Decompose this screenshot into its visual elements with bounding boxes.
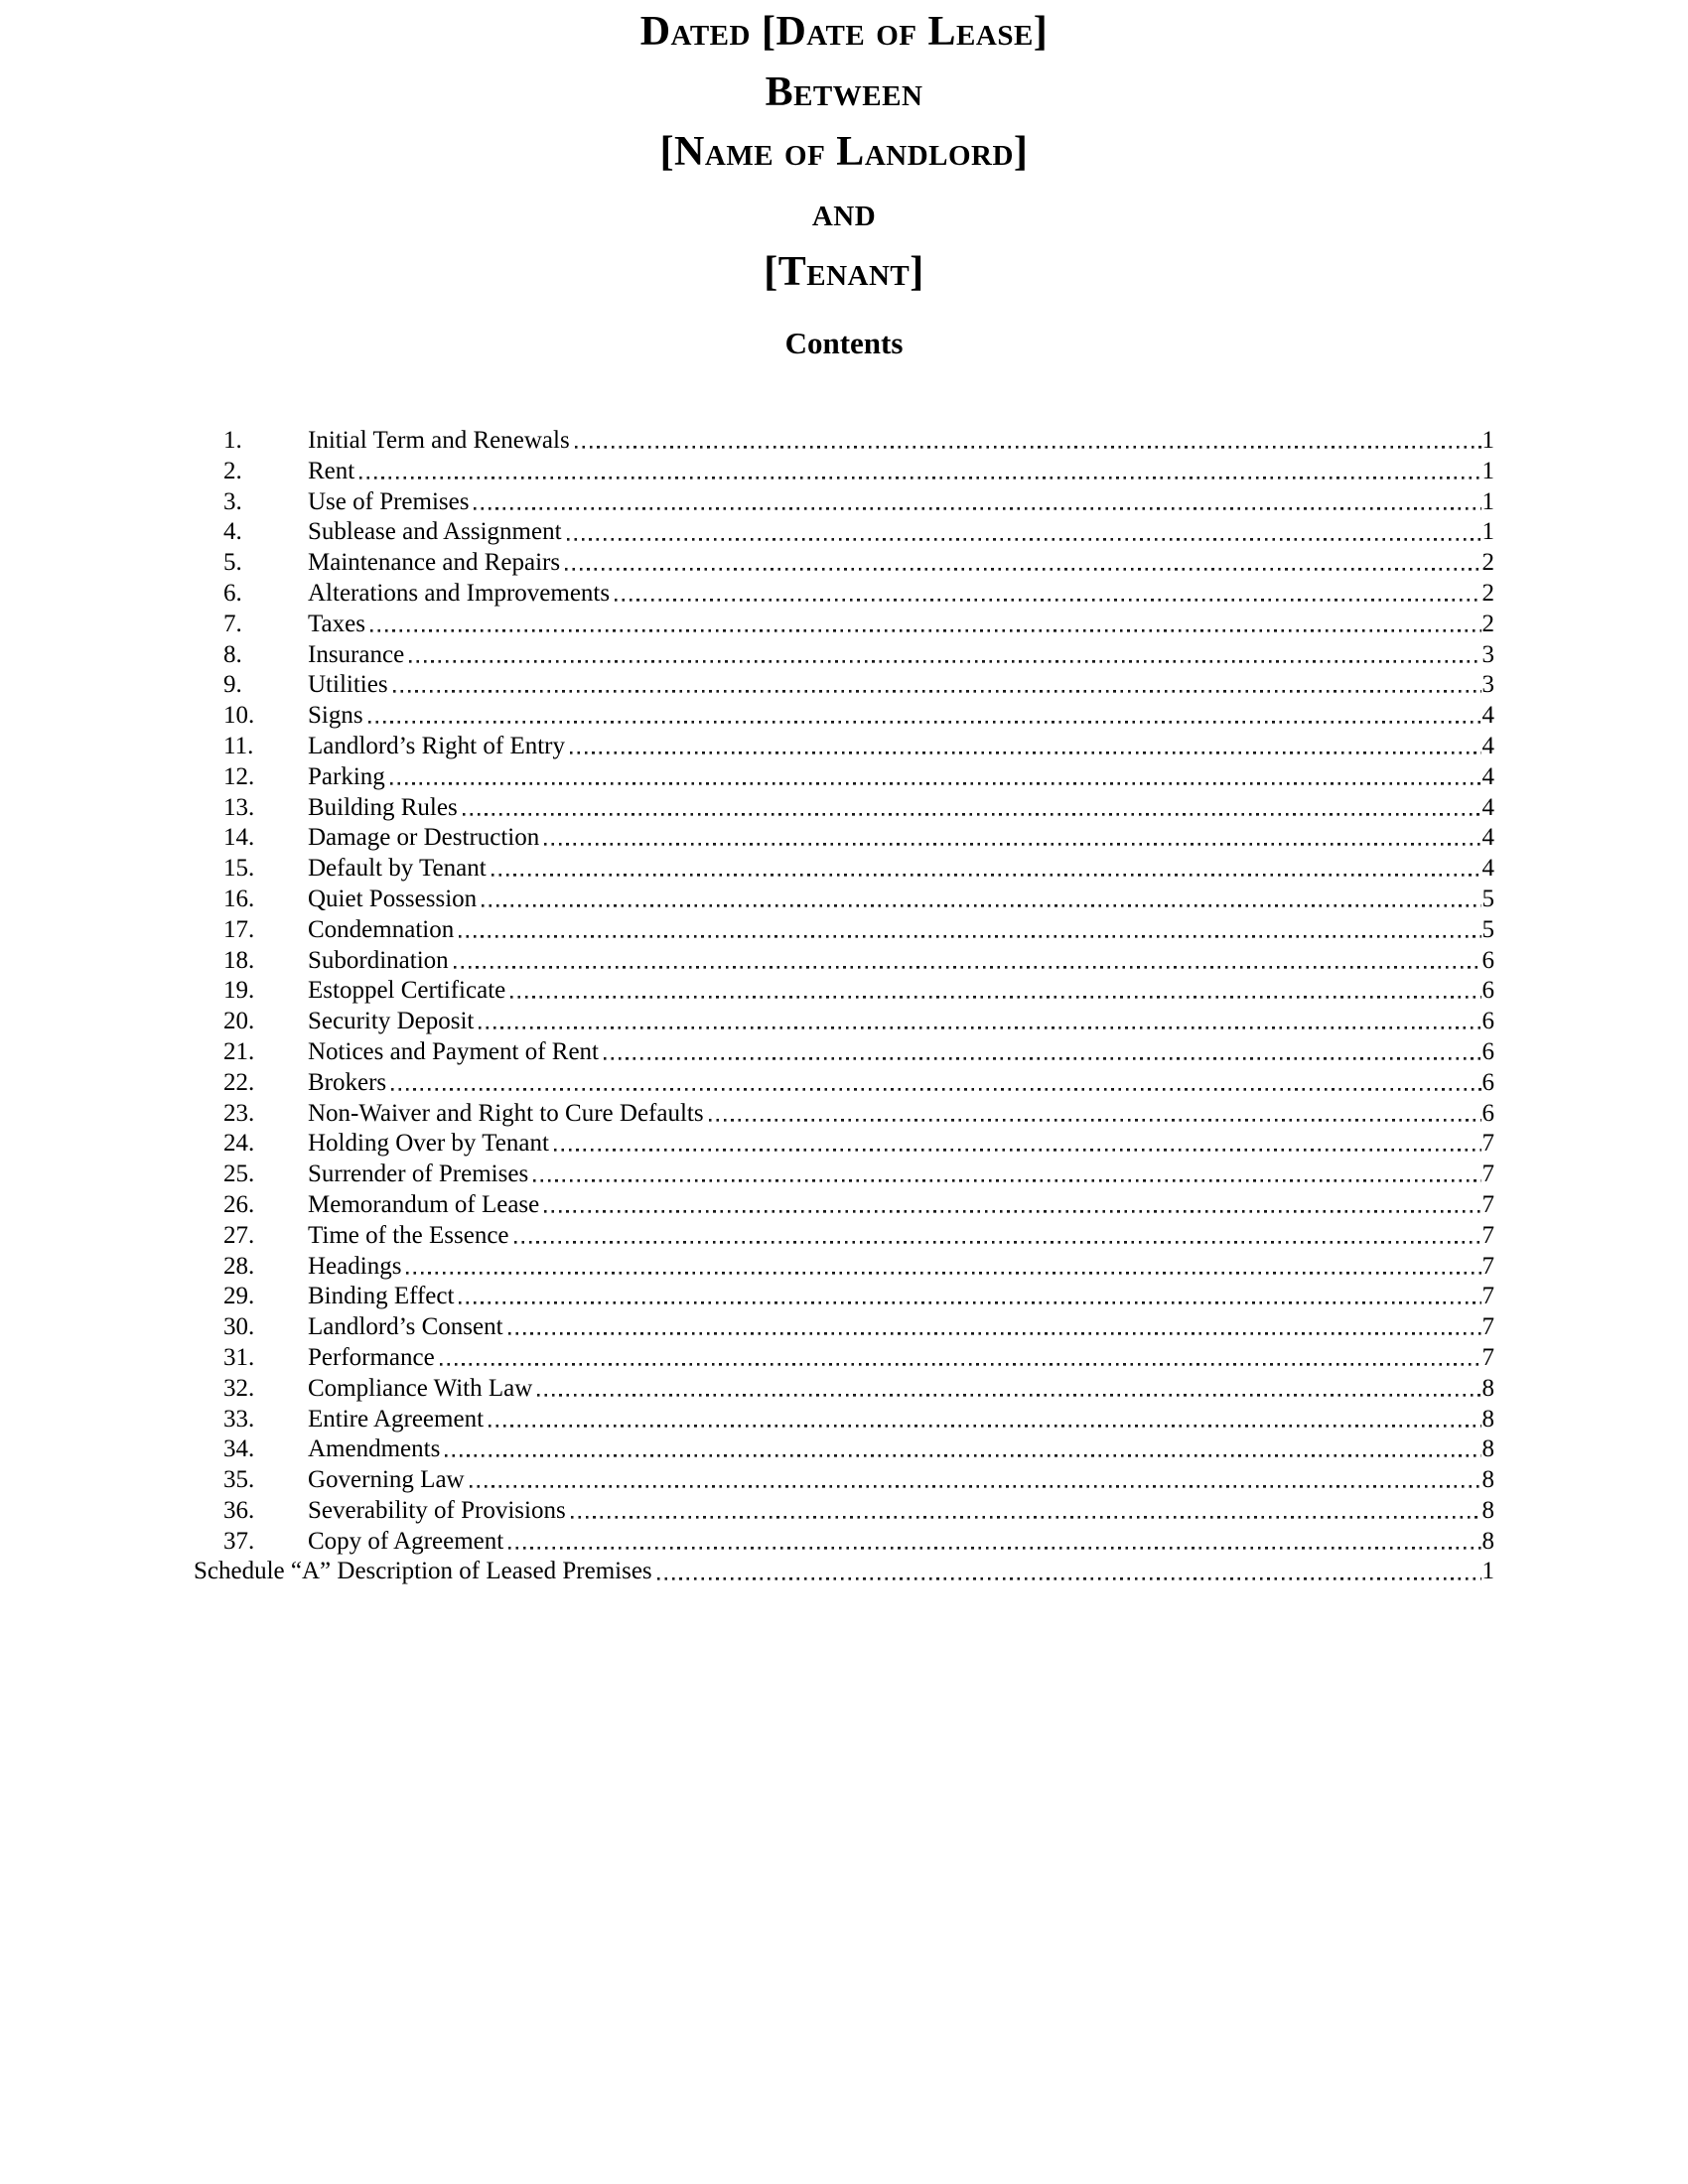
toc-entry [199, 1527, 1494, 1558]
toc-entry-title: Sublease and Assignment [308, 518, 562, 546]
toc-entry [199, 823, 1494, 854]
toc-entry-page: 5 [1481, 915, 1494, 943]
toc-entry-title: Maintenance and Repairs [308, 549, 561, 577]
dotted-leader [544, 1190, 1480, 1221]
toc-entry-page: 4 [1481, 762, 1494, 790]
toc-entry-title: Copy of Agreement [308, 1527, 504, 1555]
dotted-leader [508, 1527, 1480, 1558]
toc-entry-title: Headings [308, 1252, 402, 1280]
dotted-leader [571, 1496, 1481, 1527]
toc-entry-title: Surrender of Premises [308, 1160, 529, 1188]
dotted-leader [463, 793, 1481, 824]
dotted-leader [544, 823, 1480, 854]
dotted-leader [440, 1343, 1481, 1374]
toc-entry [199, 1465, 1494, 1496]
dotted-leader [454, 946, 1481, 977]
toc-entry-title: Estoppel Certificate [308, 977, 506, 1005]
toc-entry [199, 946, 1494, 977]
toc-entry-number: 28. [223, 1252, 255, 1280]
dotted-leader [514, 1221, 1481, 1252]
toc-entry [199, 1496, 1494, 1527]
toc-entry-number: 9. [223, 671, 242, 699]
table-of-contents [194, 426, 1494, 1587]
toc-entry-title: Landlord’s Right of Entry [308, 732, 565, 759]
toc-entry-title: Schedule “A” Description of Leased Premises [194, 1558, 652, 1585]
toc-entry-number: 25. [223, 1160, 255, 1188]
toc-entry-number: 18. [223, 946, 255, 974]
toc-entry [199, 1282, 1494, 1312]
between-line: Between [765, 68, 923, 115]
toc-entry-page: 5 [1481, 885, 1494, 912]
toc-entry-page: 8 [1481, 1405, 1494, 1433]
toc-entry-number: 8. [223, 640, 242, 668]
landlord-line: [Name of Landlord] [659, 129, 1029, 175]
dotted-leader [554, 1129, 1481, 1160]
toc-entry [199, 915, 1494, 946]
toc-entry [199, 1343, 1494, 1374]
toc-entry [199, 548, 1494, 579]
toc-entry [199, 640, 1494, 671]
toc-entry-page: 1 [1481, 457, 1494, 484]
toc-entry [199, 1405, 1494, 1435]
toc-entry-number: 23. [223, 1099, 255, 1127]
dotted-leader [406, 1252, 1480, 1283]
toc-entry-number: 7. [223, 610, 242, 637]
toc-entry-title: Performance [308, 1343, 435, 1371]
toc-entry-number: 21. [223, 1037, 255, 1065]
toc-entry-title: Amendments [308, 1435, 441, 1463]
toc-entry [199, 579, 1494, 610]
dotted-leader [657, 1557, 1481, 1587]
toc-entry-title: Building Rules [308, 793, 458, 821]
toc-entry-title: Utilities [308, 671, 388, 699]
toc-entry [199, 1037, 1494, 1068]
toc-entry-page: 6 [1481, 1068, 1494, 1096]
toc-entry-page: 2 [1481, 549, 1494, 577]
toc-entry-page: 1 [1481, 1558, 1494, 1585]
dotted-leader [459, 1282, 1480, 1312]
toc-entry-page: 4 [1481, 702, 1494, 730]
toc-entry-title: Alterations and Improvements [308, 579, 611, 607]
toc-entry-page: 1 [1481, 427, 1494, 454]
toc-entry [199, 1221, 1494, 1252]
toc-entry [199, 701, 1494, 732]
toc-entry-title: Signs [308, 702, 363, 730]
toc-entry-title: Use of Premises [308, 487, 470, 515]
toc-entry-number: 32. [223, 1374, 255, 1402]
toc-entry [199, 885, 1494, 915]
toc-entry-title: Severability of Provisions [308, 1496, 566, 1524]
toc-entry-title: Subordination [308, 946, 449, 974]
toc-entry [199, 457, 1494, 487]
toc-entry-page: 8 [1481, 1435, 1494, 1463]
toc-entry-title: Landlord’s Consent [308, 1313, 503, 1341]
toc-entry-page: 4 [1481, 793, 1494, 821]
toc-entry [199, 1434, 1494, 1465]
dotted-leader [492, 854, 1481, 885]
toc-entry-number: 11. [223, 732, 254, 759]
dotted-leader [533, 1160, 1480, 1190]
toc-entry-title: Insurance [308, 640, 405, 668]
toc-entry-title: Non-Waiver and Right to Cure Defaults [308, 1099, 704, 1127]
toc-entry-page: 8 [1481, 1527, 1494, 1555]
toc-entry-page: 1 [1481, 518, 1494, 546]
toc-entry [199, 670, 1494, 701]
dotted-leader [615, 579, 1480, 610]
dotted-leader [390, 762, 1481, 793]
dotted-leader [508, 1312, 1481, 1343]
dotted-leader [470, 1465, 1481, 1496]
toc-entry-number: 27. [223, 1221, 255, 1249]
toc-entry-number: 35. [223, 1466, 255, 1494]
toc-entry-page: 6 [1481, 977, 1494, 1005]
toc-entry [199, 426, 1494, 457]
toc-entry-page: 2 [1481, 610, 1494, 637]
toc-entry-page: 7 [1481, 1221, 1494, 1249]
dotted-leader [575, 426, 1481, 457]
toc-entry-title: Security Deposit [308, 1008, 475, 1035]
toc-entry-number: 13. [223, 793, 255, 821]
toc-entry-title: Memorandum of Lease [308, 1190, 540, 1218]
toc-entry-title: Condemnation [308, 915, 455, 943]
toc-entry [199, 1190, 1494, 1221]
toc-entry-title: Quiet Possession [308, 885, 478, 912]
dotted-leader [567, 517, 1481, 548]
toc-entry-number: 2. [223, 457, 242, 484]
toc-entry-page: 4 [1481, 855, 1494, 883]
toc-entry [199, 1374, 1494, 1405]
toc-entry-page: 7 [1481, 1252, 1494, 1280]
toc-list [199, 426, 1494, 1557]
toc-entry-number: 29. [223, 1283, 255, 1310]
toc-entry-title: Default by Tenant [308, 855, 487, 883]
dotted-leader [391, 1068, 1480, 1099]
toc-entry-number: 16. [223, 885, 255, 912]
toc-entry-page: 7 [1481, 1283, 1494, 1310]
dotted-leader [409, 640, 1480, 671]
toc-entry [199, 732, 1494, 762]
toc-entry-title: Time of the Essence [308, 1221, 509, 1249]
dotted-leader [482, 885, 1480, 915]
toc-entry-number: 22. [223, 1068, 255, 1096]
toc-entry-title: Parking [308, 762, 385, 790]
toc-entry [199, 1312, 1494, 1343]
toc-entry-page: 7 [1481, 1190, 1494, 1218]
toc-entry [199, 976, 1494, 1007]
dotted-leader [604, 1037, 1481, 1068]
dotted-leader [510, 976, 1480, 1007]
toc-entry-title: Initial Term and Renewals [308, 427, 570, 454]
toc-entry-number: 31. [223, 1343, 255, 1371]
toc-entry-number: 33. [223, 1405, 255, 1433]
toc-entry-page: 7 [1481, 1343, 1494, 1371]
toc-entry-title: Notices and Payment of Rent [308, 1037, 599, 1065]
toc-entry-number: 15. [223, 855, 255, 883]
toc-entry-number: 19. [223, 977, 255, 1005]
toc-entry [199, 762, 1494, 793]
toc-entry [199, 1129, 1494, 1160]
dotted-leader [709, 1099, 1481, 1130]
toc-entry-number: 10. [223, 702, 255, 730]
toc-entry-page: 8 [1481, 1496, 1494, 1524]
toc-entry-page: 7 [1481, 1130, 1494, 1158]
dotted-leader [368, 701, 1481, 732]
dotted-leader [445, 1434, 1480, 1465]
toc-entry-page: 6 [1481, 946, 1494, 974]
toc-entry-number: 5. [223, 549, 242, 577]
toc-entry [199, 1099, 1494, 1130]
toc-entry-number: 1. [223, 427, 242, 454]
toc-entry-number: 36. [223, 1496, 255, 1524]
toc-entry-title: Holding Over by Tenant [308, 1130, 549, 1158]
dotted-leader [537, 1374, 1480, 1405]
toc-entry [199, 1007, 1494, 1037]
and-line: and [811, 189, 877, 235]
toc-entry-number: 20. [223, 1008, 255, 1035]
contents-heading: Contents [784, 326, 904, 360]
dotted-leader [359, 457, 1480, 487]
toc-entry-page: 3 [1481, 640, 1494, 668]
dotted-leader [474, 487, 1480, 518]
dotted-leader [459, 915, 1480, 946]
toc-entry-number: 3. [223, 487, 242, 515]
toc-entry-number: 34. [223, 1435, 255, 1463]
toc-entry [199, 1252, 1494, 1283]
toc-entry-number: 30. [223, 1313, 255, 1341]
tenant-line: [Tenant] [764, 249, 924, 295]
toc-entry-page: 6 [1481, 1008, 1494, 1035]
dotted-leader [370, 610, 1481, 640]
document-title-block [0, 2, 1688, 303]
toc-entry-title: Compliance With Law [308, 1374, 533, 1402]
toc-entry-number: 14. [223, 824, 255, 852]
toc-entry-page: 2 [1481, 579, 1494, 607]
dotted-leader [570, 732, 1481, 762]
toc-entry-page: 7 [1481, 1160, 1494, 1188]
dotted-leader [565, 548, 1480, 579]
toc-entry-page: 6 [1481, 1099, 1494, 1127]
toc-entry-page: 7 [1481, 1313, 1494, 1341]
dotted-leader [479, 1007, 1480, 1037]
toc-entry-title: Brokers [308, 1068, 387, 1096]
toc-entry-title: Entire Agreement [308, 1405, 485, 1433]
toc-entry-page: 8 [1481, 1374, 1494, 1402]
toc-entry [199, 1160, 1494, 1190]
toc-entry-title: Damage or Destruction [308, 824, 540, 852]
toc-entry-page: 4 [1481, 824, 1494, 852]
toc-entry-page: 4 [1481, 732, 1494, 759]
toc-entry-number: 6. [223, 579, 242, 607]
dotted-leader [489, 1405, 1480, 1435]
toc-entry-number: 26. [223, 1190, 255, 1218]
toc-entry-number: 12. [223, 762, 255, 790]
toc-entry [199, 1068, 1494, 1099]
toc-entry-title: Taxes [308, 610, 365, 637]
toc-entry-number: 37. [223, 1527, 255, 1555]
dated-line: Dated [Date of Lease] [639, 9, 1049, 55]
toc-entry-title: Rent [308, 457, 355, 484]
toc-entry-number: 24. [223, 1130, 255, 1158]
toc-entry [199, 793, 1494, 824]
toc-entry [199, 487, 1494, 518]
toc-entry-page: 1 [1481, 487, 1494, 515]
toc-entry-title: Binding Effect [308, 1283, 455, 1310]
toc-entry-title: Governing Law [308, 1466, 465, 1494]
toc-entry-schedule [194, 1557, 1494, 1587]
toc-entry-number: 17. [223, 915, 255, 943]
dotted-leader [393, 670, 1481, 701]
toc-entry [199, 610, 1494, 640]
toc-entry [199, 854, 1494, 885]
toc-entry-page: 8 [1481, 1466, 1494, 1494]
toc-entry-number: 4. [223, 518, 242, 546]
toc-entry [199, 517, 1494, 548]
toc-entry-page: 6 [1481, 1037, 1494, 1065]
toc-entry-page: 3 [1481, 671, 1494, 699]
